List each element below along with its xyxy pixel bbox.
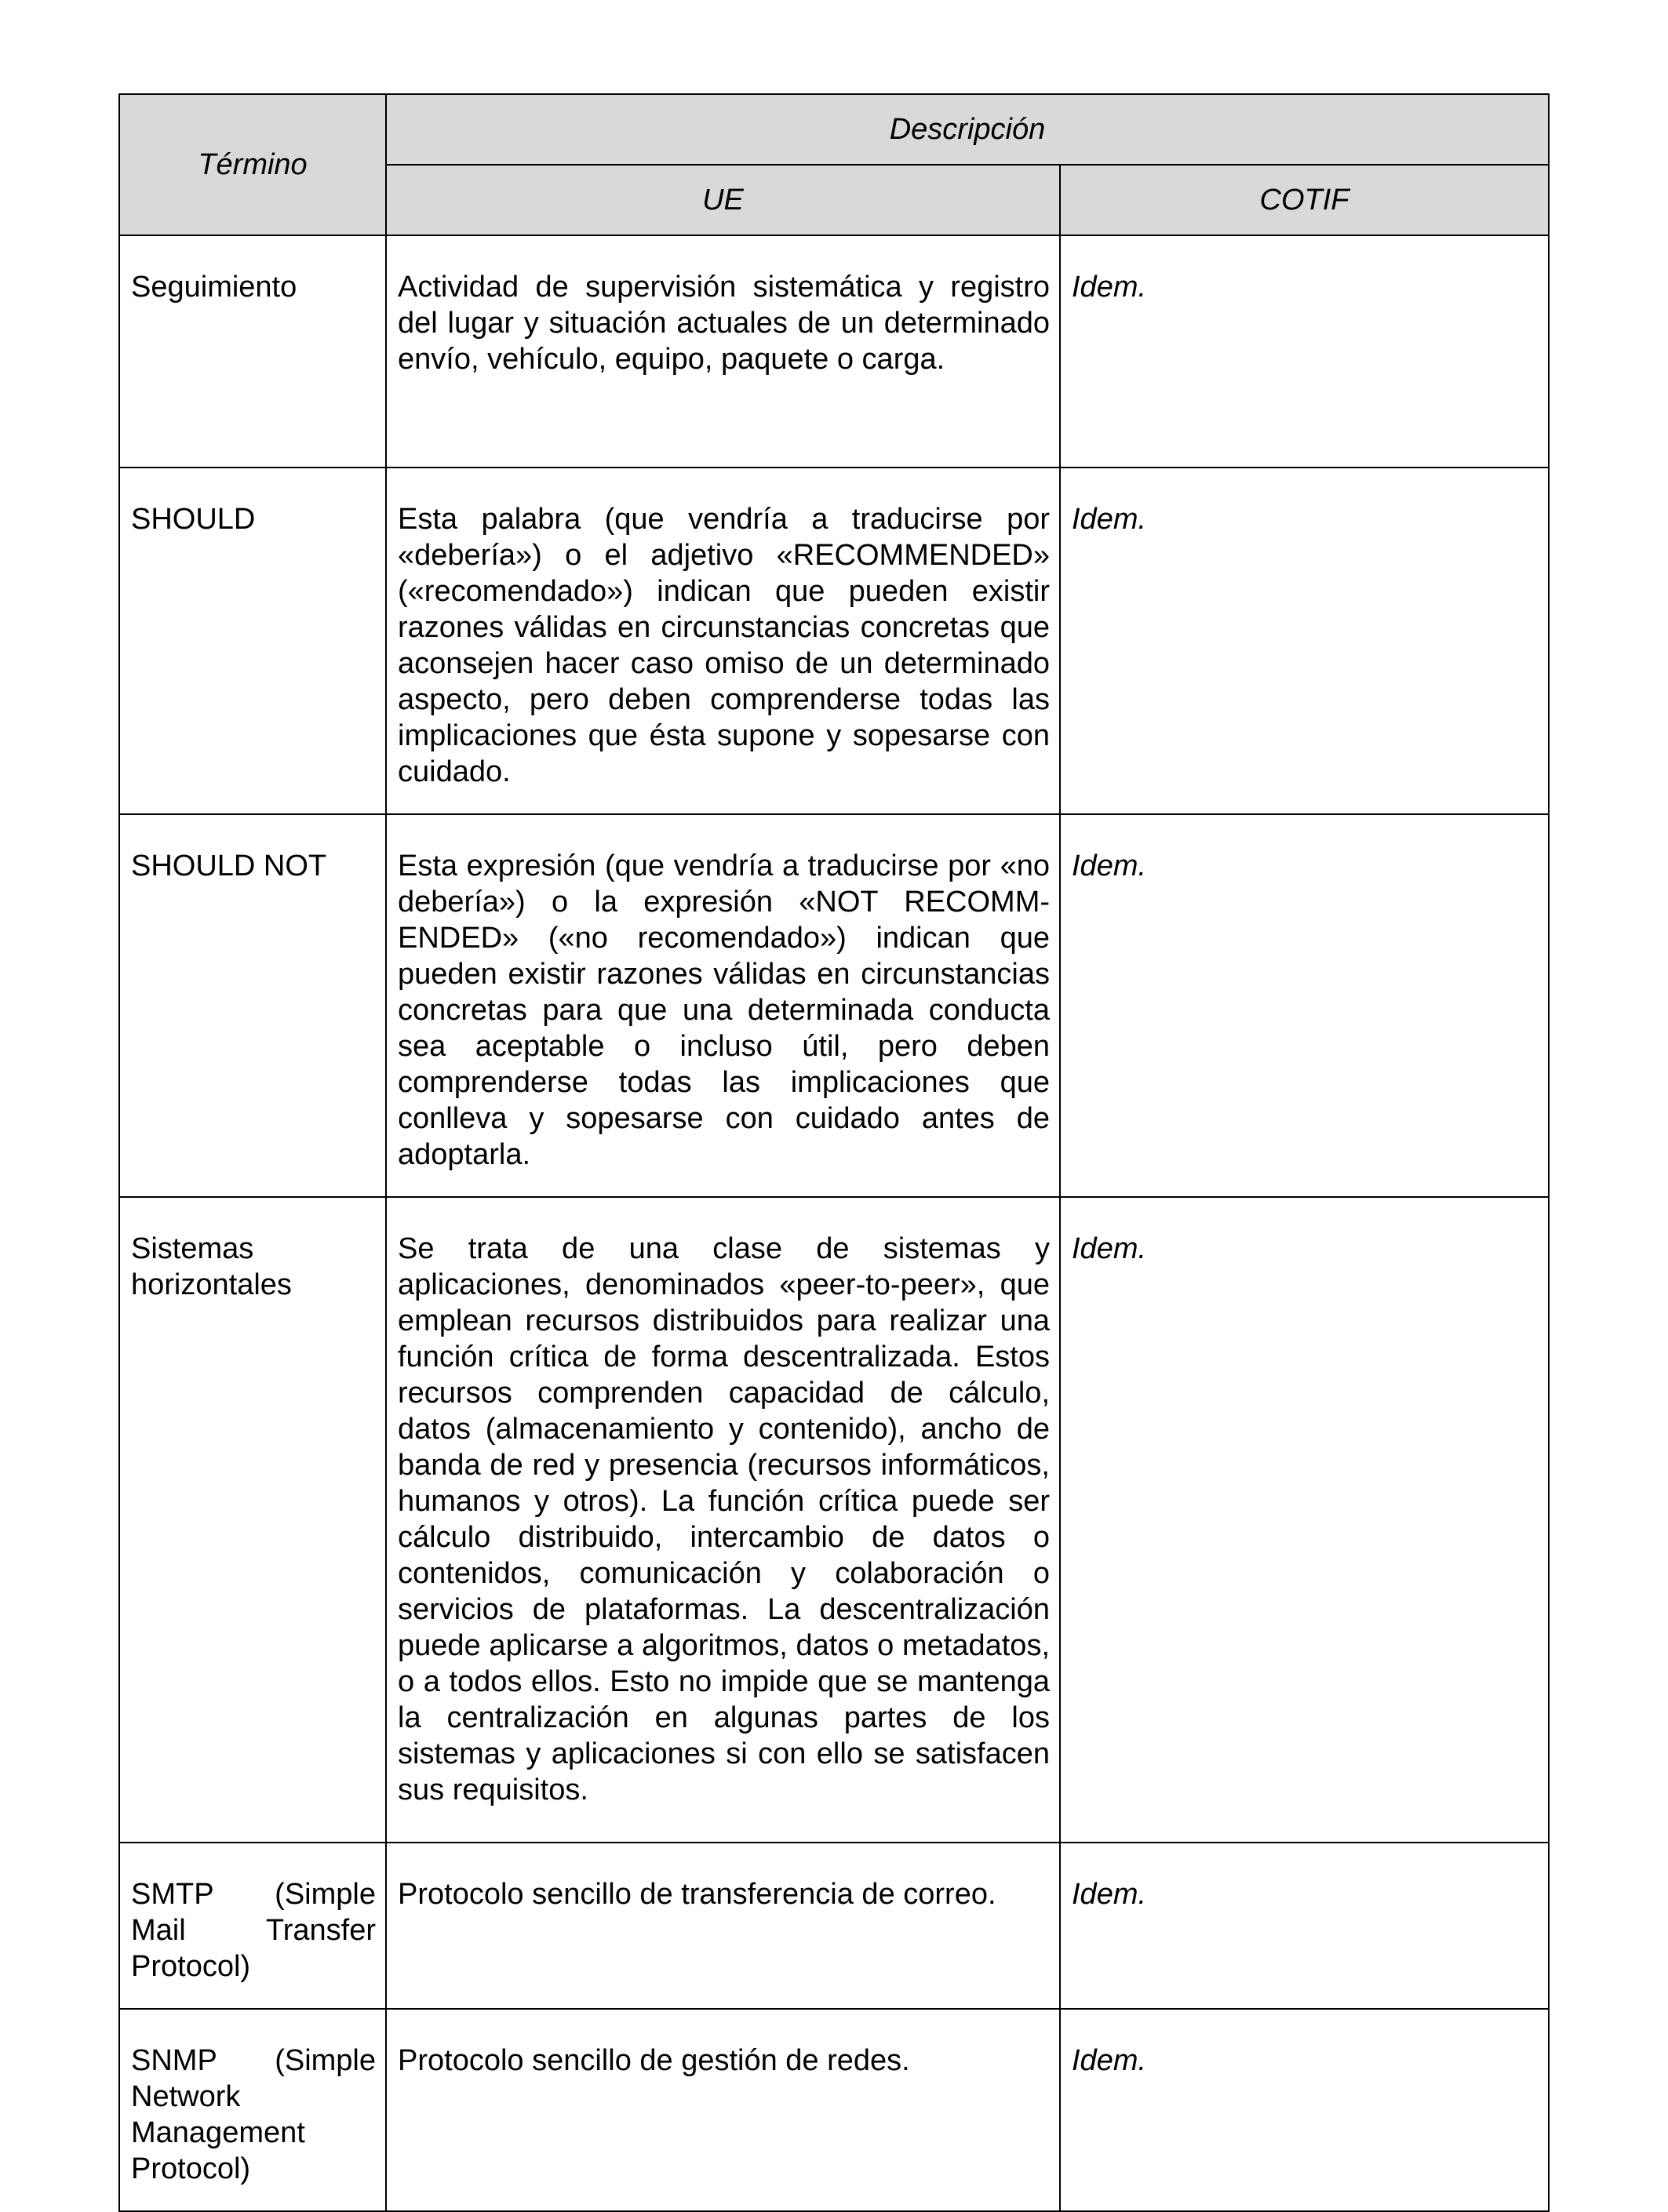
header-cotif: COTIF [1060, 165, 1549, 235]
term-text: SMTP (Simple Mail Transfer Protocol) [131, 1878, 376, 1983]
ue-text: Esta expresión (que vendría a traducirse por «no debería») o la expresión «NOT RECOMM-ENDED» («no recomendado») indican que pueden existir razones válidas en circunstancias concretas para que una determinada conducta sea aceptable o incluso útil, pero deben comprenderse todas las implicaciones que conlleva y sopesarse con cuidado antes de adoptarla. [398, 850, 1050, 1171]
table-row [119, 1197, 1549, 1843]
table-row [119, 1843, 1549, 2009]
cotif-cell [1060, 468, 1549, 814]
cotif-cell [1060, 1197, 1549, 1843]
cotif-text: Idem. [1072, 2044, 1147, 2077]
ue-cell [386, 235, 1060, 468]
ue-cell [386, 468, 1060, 814]
cotif-text: Idem. [1072, 271, 1147, 304]
term-text: SHOULD NOT [131, 850, 327, 882]
ue-text: Actividad de supervisión sistemática y registro del lugar y situación actuales de un determinado envío, vehículo, equipo, paquete o carga. [398, 271, 1050, 376]
term-text: SHOULD [131, 503, 256, 536]
ue-cell [386, 1843, 1060, 2009]
header-descripcion: Descripción [386, 94, 1549, 165]
term-cell [119, 1197, 386, 1843]
term-cell [119, 235, 386, 468]
ue-cell [386, 1197, 1060, 1843]
header-termino: Término [119, 94, 386, 235]
table-row [119, 2009, 1549, 2211]
ue-text: Protocolo sencillo de transferencia de correo. [398, 1878, 996, 1911]
term-text: Sistemas horizontales [131, 1232, 292, 1301]
cotif-cell [1060, 1843, 1549, 2009]
ue-text: Se trata de una clase de sistemas y aplicaciones, denominados «peer-to-peer», que emplean recursos distribuidos para realizar una función crítica de forma descentralizada. Estos recursos comprenden capacidad de cálculo, datos (almacenamiento y contenido), ancho de banda de red y presencia (recursos informáticos, humanos y otros). La función crítica puede ser cálculo distribuido, intercambio de datos o contenidos, comunicación y colaboración o servicios de plataformas. La descentralización puede aplicarse a algoritmos, datos o metadatos, o a todos ellos. Esto no impide que se mantenga la centralización en algunas partes de los sistemas y aplicaciones si con ello se satisfacen sus requisitos. [398, 1232, 1050, 1806]
ue-cell [386, 814, 1060, 1197]
term-cell [119, 2009, 386, 2211]
cotif-text: Idem. [1072, 503, 1147, 536]
term-text: SNMP (Simple Network Management Protocol) [131, 2044, 376, 2185]
term-text: Seguimiento [131, 271, 297, 304]
header-ue: UE [386, 165, 1060, 235]
table-header [119, 94, 1549, 235]
table-body [119, 235, 1549, 2211]
ue-cell [386, 2009, 1060, 2211]
cotif-text: Idem. [1072, 1878, 1147, 1911]
table-row [119, 468, 1549, 814]
glossary-table [118, 93, 1550, 2212]
table-row [119, 814, 1549, 1197]
header-row [119, 94, 1549, 165]
term-cell [119, 468, 386, 814]
cotif-text: Idem. [1072, 850, 1147, 882]
ue-text: Protocolo sencillo de gestión de redes. [398, 2044, 910, 2077]
cotif-cell [1060, 2009, 1549, 2211]
cotif-cell [1060, 235, 1549, 468]
table-row [119, 235, 1549, 468]
term-cell [119, 814, 386, 1197]
ue-text: Esta palabra (que vendría a traducirse por «debería») o el adjetivo «RECOMMENDED» («recomendado») indican que pueden existir razones válidas en circunstancias concretas que aconsejen hacer caso omiso de un determinado aspecto, pero deben comprenderse todas las implicaciones que ésta supone y sopesarse con cuidado. [398, 503, 1050, 788]
cotif-text: Idem. [1072, 1232, 1147, 1265]
term-cell [119, 1843, 386, 2009]
cotif-cell [1060, 814, 1549, 1197]
